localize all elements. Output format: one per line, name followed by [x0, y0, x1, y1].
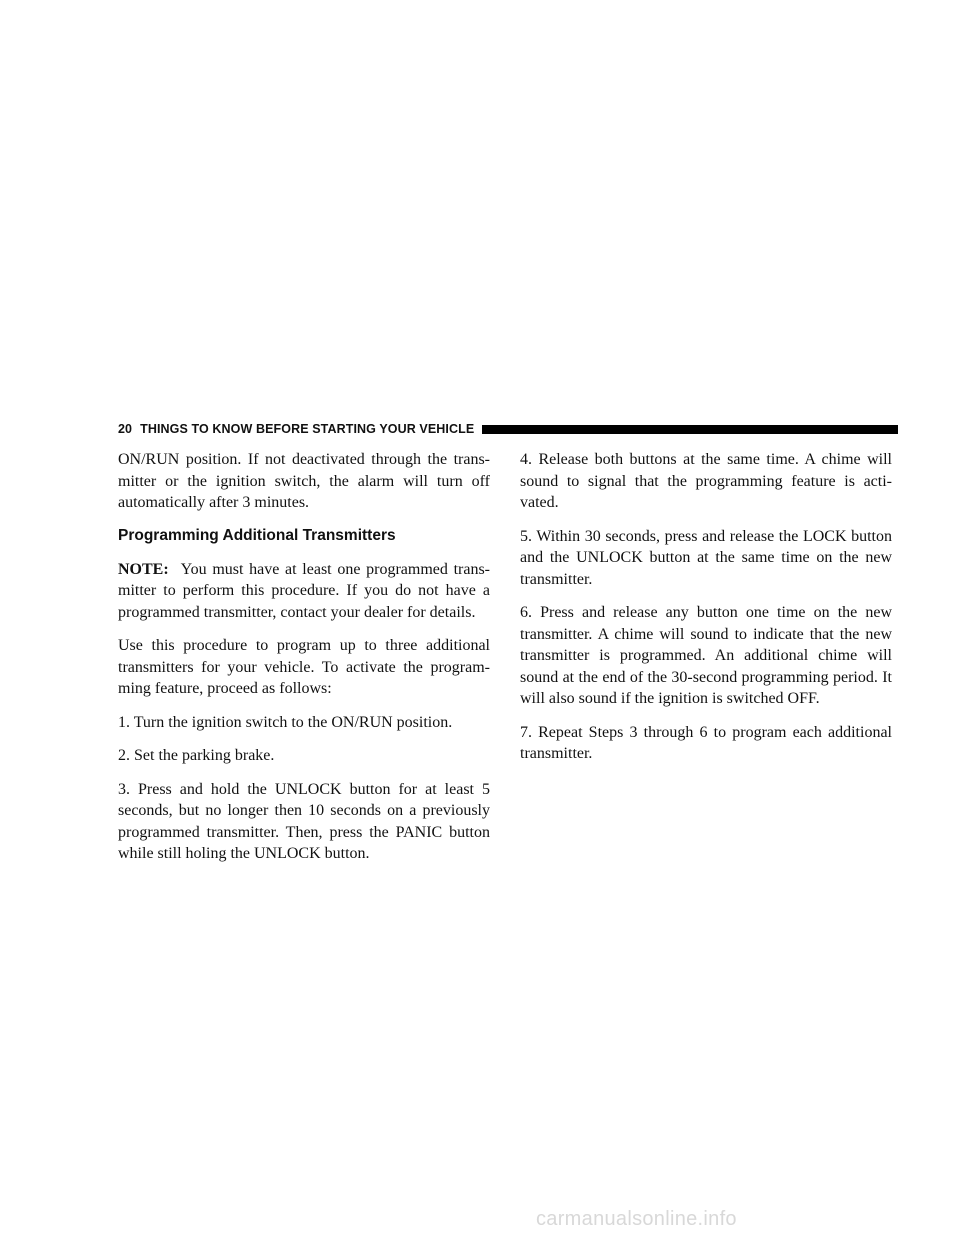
note-label: NOTE:: [118, 560, 169, 578]
step-5: 5. Within 30 seconds, press and release the LOCK button and the UNLOCK button at the same time on the new transmitter.: [520, 527, 892, 588]
intro-paragraph: ON/RUN position. If not deactivated through the trans-mitter or the ignition switch, the alarm will turn off automatically after 3 minutes.: [118, 451, 490, 511]
step-3: 3. Press and hold the UNLOCK button for at least 5 seconds, but no longer then 10 seconds on a previously programmed transmitter. Then, press the PANIC button while still holing the UNLOCK button.: [118, 780, 490, 862]
note-text: You must have at least one programmed trans-mitter to perform this procedure. If you do not have a programmed transmitter, contact your dealer for details.: [118, 560, 490, 621]
step-6: 6. Press and release any button one time on the new transmitter. A chime will sound to indicate that the new transmitter is programmed. An additional chime will sound at the end of the 30-second programming period. It will also sound if the ignition is switched OFF.: [520, 604, 892, 707]
step-1: 1. Turn the ignition switch to the ON/RUN position.: [118, 713, 453, 731]
section-heading: Programming Additional Transmitters: [118, 526, 396, 544]
step-4: 4. Release both buttons at the same time. A chime will sound to signal that the programming feature is acti-vated.: [520, 451, 892, 511]
procedure-intro: Use this procedure to program up to three additional transmitters for your vehicle. To activate the program-ming feature, proceed as follows:: [118, 637, 490, 697]
step-7: 7. Repeat Steps 3 through 6 to program each additional transmitter.: [520, 723, 892, 762]
right-column: [520, 449, 892, 777]
step-2: 2. Set the parking brake.: [118, 747, 275, 764]
section-title: THINGS TO KNOW BEFORE STARTING YOUR VEHICLE: [140, 422, 475, 436]
page-header: [118, 420, 898, 438]
note-paragraph: [118, 559, 490, 624]
left-column: [118, 449, 490, 877]
watermark: carmanualsonline.info: [536, 1208, 737, 1230]
header-rule: [482, 425, 898, 434]
page-number: 20: [118, 422, 133, 436]
